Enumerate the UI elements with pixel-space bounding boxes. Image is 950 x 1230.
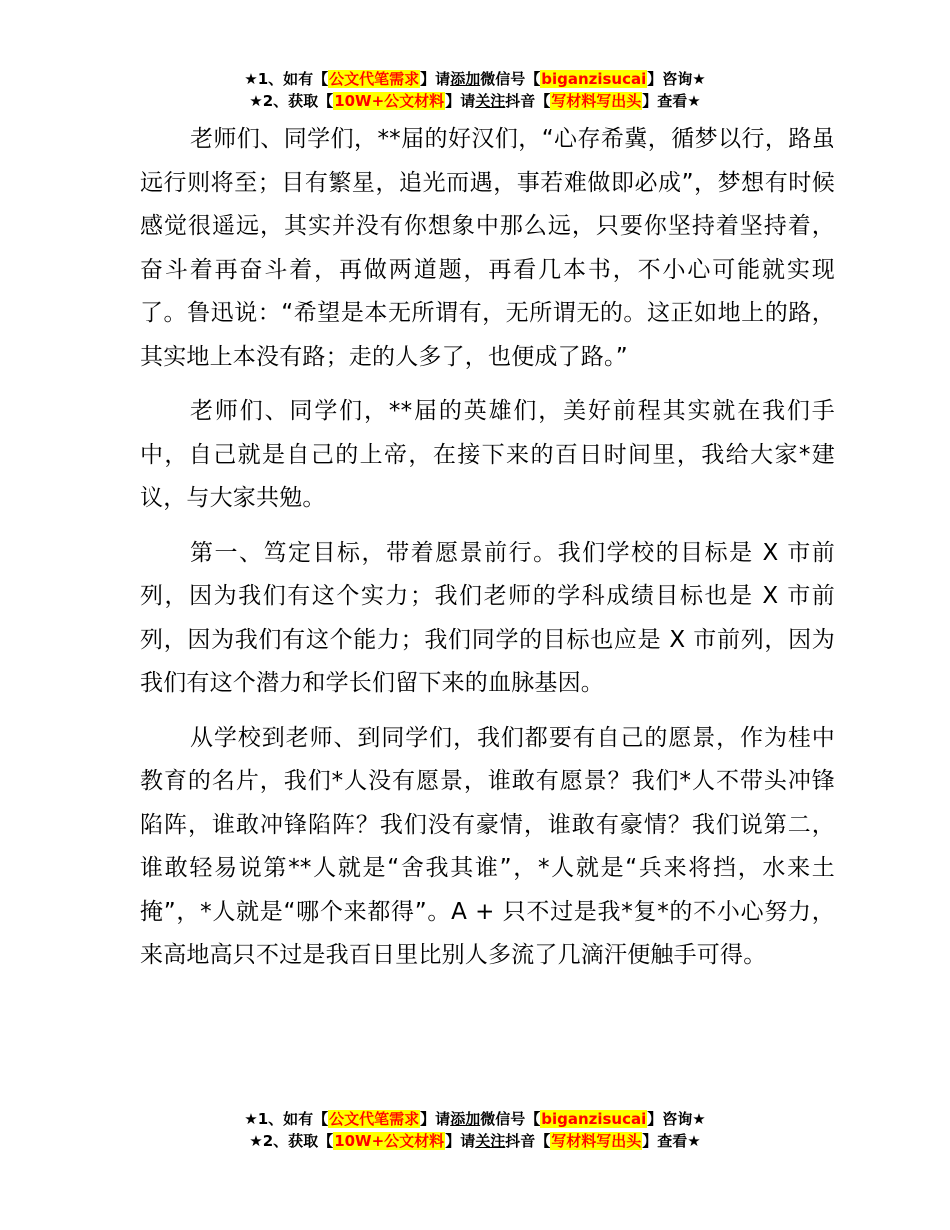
- header-line-1: [0, 68, 950, 90]
- header-line-1-highlight-service: 公文代笔需求: [329, 70, 420, 88]
- footer-line-2-middle-2: 抖音【: [505, 1132, 551, 1150]
- footer-line-1-highlight-service: 公文代笔需求: [329, 1110, 420, 1128]
- header-line-2: [0, 90, 950, 112]
- footer-line-1-middle-2: 微信号【: [480, 1110, 541, 1128]
- header-line-2-suffix: 】查看★: [642, 92, 701, 110]
- footer-line-1-suffix: 】咨询★: [647, 1110, 706, 1128]
- footer-line-2-highlight-douyin: 写材料写出头: [551, 1132, 642, 1150]
- footer-line-1-middle: 】请: [420, 1110, 451, 1128]
- footer-line-2-underlined: 关注: [475, 1132, 506, 1150]
- header-line-1-middle-2: 微信号【: [480, 70, 541, 88]
- header-line-1-underlined: 添加: [450, 70, 481, 88]
- footer-line-2: [0, 1130, 950, 1152]
- paragraph-2: 老师们、同学们，**届的英雄们，美好前程其实就在我们手中，自己就是自己的上帝，在接下来的百日时间里，我给大家*建议，与大家共勉。: [140, 398, 835, 511]
- header-line-1-suffix: 】咨询★: [647, 70, 706, 88]
- footer-line-2-prefix: ★2、获取【: [249, 1132, 334, 1150]
- header-line-1-prefix: ★1、如有【: [244, 70, 329, 88]
- footer-line-1-highlight-wechat: biganzisucai: [541, 1110, 647, 1128]
- footer-line-1-prefix: ★1、如有【: [244, 1110, 329, 1128]
- footer-line-2-middle: 】请: [445, 1132, 476, 1150]
- paragraph-4: 从学校到老师、到同学们，我们都要有自己的愿景，作为桂中教育的名片，我们*人没有愿景，谁敢有愿景？我们*人不带头冲锋陷阵，谁敢冲锋陷阵？我们没有豪情，谁敢有豪情？我们说第二，谁敢轻易说第**人就是“舍我其谁”，*人就是“兵来将挡，水来土掩”，*人就是“哪个来都得”。A + 只不过是我*复*的不小心努力，来高地高只不过是我百日里比别人多流了几滴汗便触手可得。: [140, 724, 835, 968]
- header-line-2-middle-2: 抖音【: [505, 92, 551, 110]
- footer-line-2-highlight-materials: 10W+公文材料: [334, 1132, 445, 1150]
- paragraph-3: 第一、笃定目标，带着愿景前行。我们学校的目标是 X 市前列，因为我们有这个实力；我们老师的学科成绩目标也是 X 市前列，因为我们有这个能力；我们同学的目标也应是 X 市前列，因为我们有这个潜力和学长们留下来的血脉基因。: [140, 539, 835, 696]
- header-line-2-prefix: ★2、获取【: [249, 92, 334, 110]
- footer-line-1: [0, 1108, 950, 1130]
- header-line-1-highlight-wechat: biganzisucai: [541, 70, 647, 88]
- document-body: [140, 118, 835, 989]
- header-line-2-highlight-materials: 10W+公文材料: [334, 92, 445, 110]
- header-line-2-middle: 】请: [445, 92, 476, 110]
- header-line-2-underlined: 关注: [475, 92, 506, 110]
- footer-line-1-underlined: 添加: [450, 1110, 481, 1128]
- paragraph-1: 老师们、同学们，**届的好汉们，“心存希冀，循梦以行，路虽远行则将至；目有繁星，追光而遇，事若难做即必成”，梦想有时候感觉很遥远，其实并没有你想象中那么远，只要你坚持着坚持着，奋斗着再奋斗着，再做两道题，再看几本书，不小心可能就实现了。鲁迅说：“希望是本无所谓有，无所谓无的。这正如地上的路，其实地上本没有路；走的人多了，也便成了路。”: [140, 126, 835, 370]
- header-banner: [0, 68, 950, 112]
- footer-banner: [0, 1108, 950, 1152]
- header-line-2-highlight-douyin: 写材料写出头: [551, 92, 642, 110]
- header-line-1-middle: 】请: [420, 70, 451, 88]
- footer-line-2-suffix: 】查看★: [642, 1132, 701, 1150]
